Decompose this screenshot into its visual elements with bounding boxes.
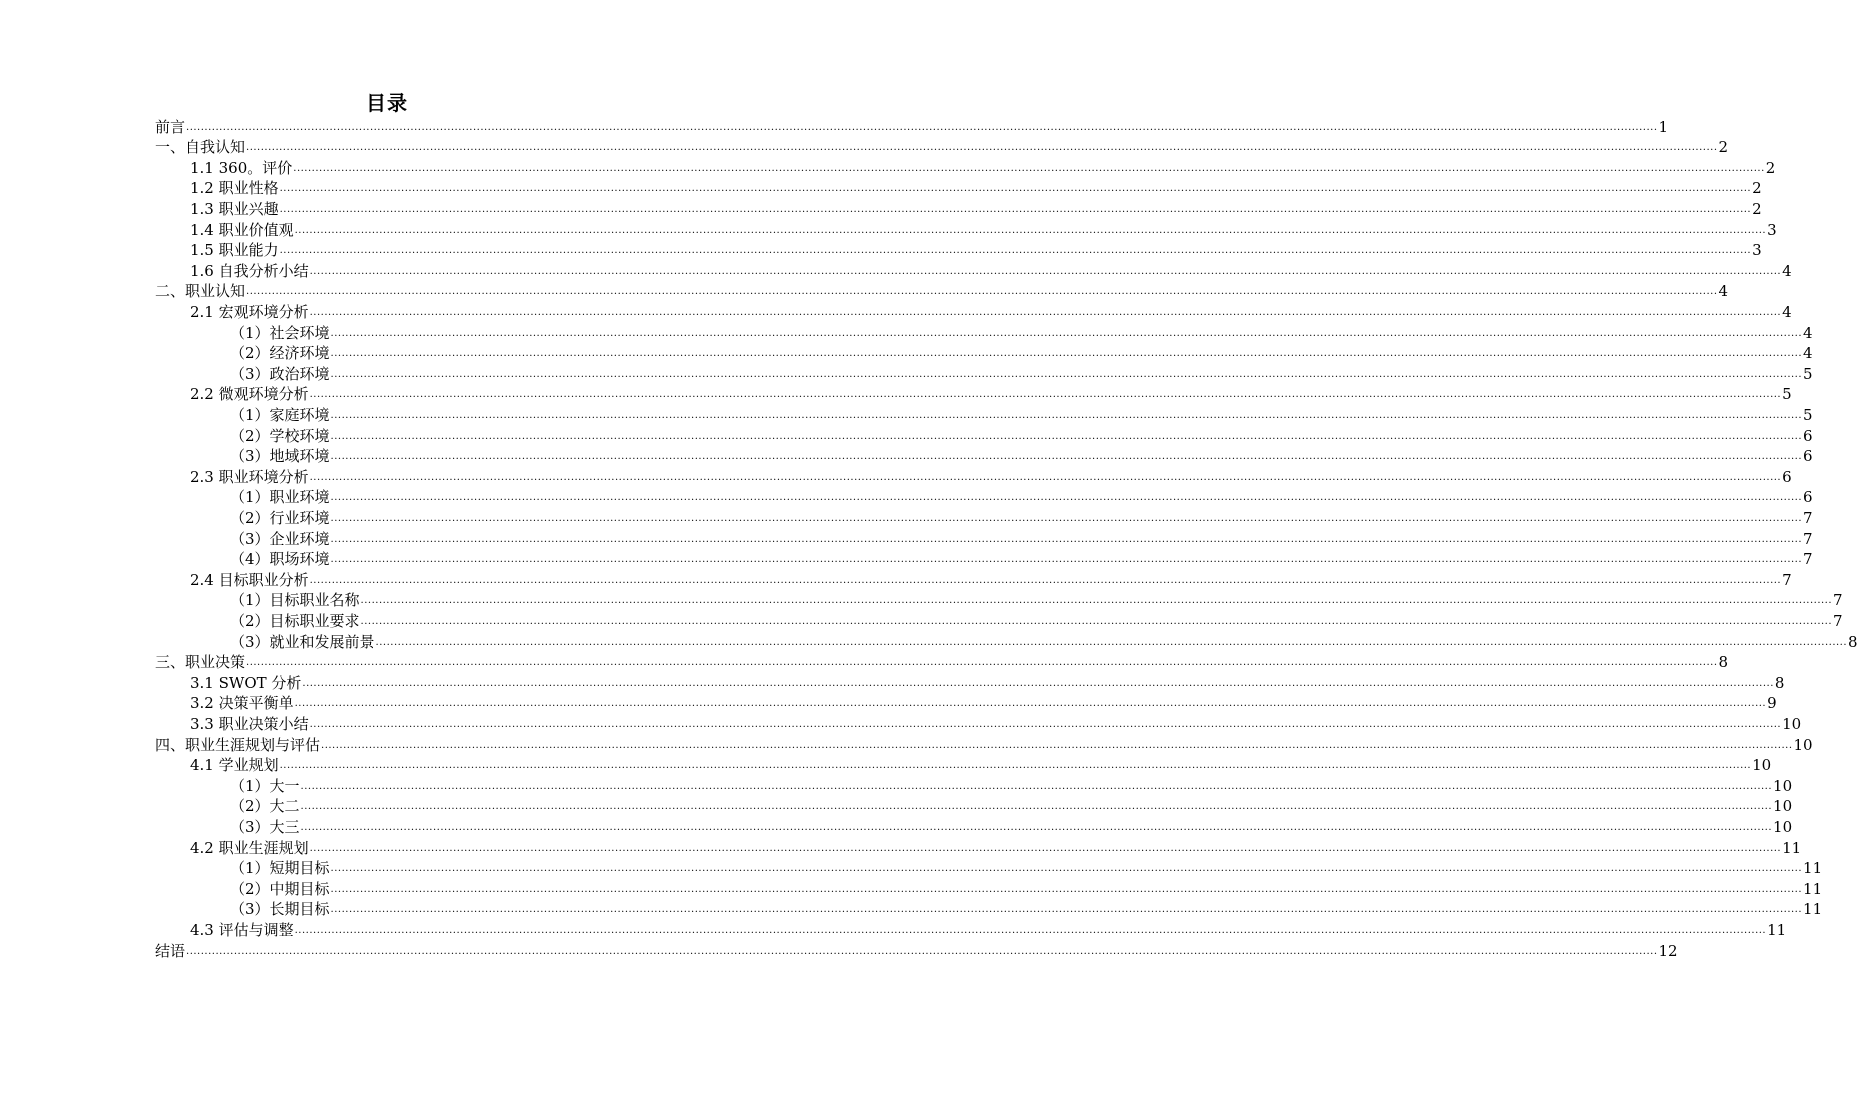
toc-entry-page-number: 4 xyxy=(1718,282,1729,301)
toc-entry-page-number: 4 xyxy=(1803,323,1813,342)
toc-entry-label: （1）职业环境 xyxy=(230,488,330,507)
toc-entry[interactable] xyxy=(190,219,1777,240)
toc-entry[interactable] xyxy=(230,796,1793,817)
toc-leader-dots: ................................................................................................................................................................................................................................................................................................................................................................................................................ xyxy=(300,821,1773,833)
toc-leader-dots: ................................................................................................................................................................................................................................................................................................................................................................................................................ xyxy=(294,924,1767,936)
toc-entry-label: （1）短期目标 xyxy=(230,859,330,878)
toc-entry-page-number: 6 xyxy=(1803,426,1813,445)
toc-leader-dots: ................................................................................................................................................................................................................................................................................................................................................................................................................ xyxy=(246,286,1718,298)
toc-entry-page-number: 11 xyxy=(1767,920,1787,939)
toc-entry-label: 一、自我认知 xyxy=(155,138,246,157)
toc-entry-label: 3.2 决策平衡单 xyxy=(190,694,294,713)
toc-leader-dots: ................................................................................................................................................................................................................................................................................................................................................................................................................ xyxy=(186,945,1658,957)
toc-entry-label: （2）行业环境 xyxy=(230,508,330,527)
toc-entry-page-number: 9 xyxy=(1767,694,1777,713)
toc-entry-label: （1）大一 xyxy=(230,776,300,795)
toc-leader-dots: ................................................................................................................................................................................................................................................................................................................................................................................................................ xyxy=(330,451,1803,463)
toc-leader-dots: ................................................................................................................................................................................................................................................................................................................................................................................................................ xyxy=(330,554,1803,566)
toc-entry[interactable] xyxy=(155,116,1669,137)
toc-leader-dots: ................................................................................................................................................................................................................................................................................................................................................................................................................ xyxy=(300,801,1773,813)
toc-entry-page-number: 11 xyxy=(1803,859,1823,878)
toc-entry[interactable] xyxy=(230,343,1813,364)
toc-entry[interactable] xyxy=(230,446,1813,467)
toc-entry-label: （3）企业环境 xyxy=(230,529,330,548)
toc-entry-label: 3.3 职业决策小结 xyxy=(190,714,309,733)
toc-entry-label: （1）目标职业名称 xyxy=(230,591,360,610)
toc-entry-page-number: 3 xyxy=(1752,241,1762,260)
toc-entry-page-number: 8 xyxy=(1718,653,1729,672)
toc-entry-page-number: 7 xyxy=(1782,570,1792,589)
toc-leader-dots: ................................................................................................................................................................................................................................................................................................................................................................................................................ xyxy=(309,389,1782,401)
toc-entry-page-number: 2 xyxy=(1752,199,1762,218)
toc-entry-label: 三、职业决策 xyxy=(155,653,246,672)
toc-entry[interactable] xyxy=(230,322,1813,343)
toc-leader-dots: ................................................................................................................................................................................................................................................................................................................................................................................................................ xyxy=(375,636,1848,648)
toc-entry[interactable] xyxy=(190,919,1787,940)
toc-entry-label: 3.1 SWOT 分析 xyxy=(190,673,302,692)
toc-leader-dots: ................................................................................................................................................................................................................................................................................................................................................................................................................ xyxy=(330,533,1803,545)
toc-entry[interactable] xyxy=(190,693,1777,714)
toc-title: 目录 xyxy=(366,91,408,115)
toc-entry-label: （2）大二 xyxy=(230,797,300,816)
toc-entry[interactable] xyxy=(230,858,1823,879)
toc-entry[interactable] xyxy=(155,652,1729,673)
toc-entry-page-number: 7 xyxy=(1833,591,1843,610)
toc-leader-dots: ................................................................................................................................................................................................................................................................................................................................................................................................................ xyxy=(309,265,1782,277)
toc-entry-page-number: 10 xyxy=(1793,735,1813,754)
toc-entry[interactable] xyxy=(190,672,1785,693)
toc-entry[interactable] xyxy=(230,549,1813,570)
toc-entry-label: 二、职业认知 xyxy=(155,282,246,301)
toc-entry-label: 2.4 目标职业分析 xyxy=(190,570,309,589)
toc-leader-dots: ................................................................................................................................................................................................................................................................................................................................................................................................................ xyxy=(246,142,1718,154)
toc-entry-page-number: 2 xyxy=(1718,138,1729,157)
toc-leader-dots: ................................................................................................................................................................................................................................................................................................................................................................................................................ xyxy=(309,306,1782,318)
toc-leader-dots: ................................................................................................................................................................................................................................................................................................................................................................................................................ xyxy=(279,203,1752,215)
toc-entry-page-number: 10 xyxy=(1782,714,1802,733)
toc-entry[interactable] xyxy=(155,137,1729,158)
toc-entry-page-number: 4 xyxy=(1782,261,1792,280)
toc-entry-page-number: 4 xyxy=(1782,302,1792,321)
toc-entry-page-number: 5 xyxy=(1803,364,1813,383)
toc-entry-label: （3）政治环境 xyxy=(230,364,330,383)
toc-entry-page-number: 10 xyxy=(1752,756,1772,775)
toc-entry-label: （1）社会环境 xyxy=(230,323,330,342)
toc-leader-dots: ................................................................................................................................................................................................................................................................................................................................................................................................................ xyxy=(186,121,1658,133)
toc-leader-dots: ................................................................................................................................................................................................................................................................................................................................................................................................................ xyxy=(279,245,1752,257)
toc-entry[interactable] xyxy=(190,755,1772,776)
toc-entry-label: 1.4 职业价值观 xyxy=(190,220,294,239)
toc-leader-dots: ................................................................................................................................................................................................................................................................................................................................................................................................................ xyxy=(294,224,1767,236)
toc-leader-dots: ................................................................................................................................................................................................................................................................................................................................................................................................................ xyxy=(293,162,1765,174)
toc-entry-page-number: 7 xyxy=(1803,529,1813,548)
toc-entry[interactable] xyxy=(190,301,1792,322)
toc-entry-label: 2.3 职业环境分析 xyxy=(190,467,309,486)
toc-leader-dots: ................................................................................................................................................................................................................................................................................................................................................................................................................ xyxy=(360,595,1833,607)
toc-entry-label: 4.1 学业规划 xyxy=(190,756,279,775)
toc-leader-dots: ................................................................................................................................................................................................................................................................................................................................................................................................................ xyxy=(300,780,1773,792)
toc-leader-dots: ................................................................................................................................................................................................................................................................................................................................................................................................................ xyxy=(330,512,1803,524)
toc-entry[interactable] xyxy=(155,734,1813,755)
toc-leader-dots: ................................................................................................................................................................................................................................................................................................................................................................................................................ xyxy=(309,574,1782,586)
toc-entry[interactable] xyxy=(230,878,1823,899)
toc-entry-label: （1）家庭环境 xyxy=(230,405,330,424)
toc-entry[interactable] xyxy=(230,775,1793,796)
toc-entry-label: （2）中期目标 xyxy=(230,879,330,898)
toc-entry-label: （2）学校环境 xyxy=(230,426,330,445)
toc-entry-label: （2）目标职业要求 xyxy=(230,611,360,630)
toc-entry[interactable] xyxy=(230,610,1843,631)
toc-leader-dots: ................................................................................................................................................................................................................................................................................................................................................................................................................ xyxy=(246,657,1718,669)
toc-entry-page-number: 2 xyxy=(1765,158,1776,177)
toc-entry-label: 2.1 宏观环境分析 xyxy=(190,302,309,321)
toc-entry-page-number: 7 xyxy=(1803,550,1813,569)
toc-entry-label: 四、职业生涯规划与评估 xyxy=(155,735,321,754)
toc-entry-page-number: 6 xyxy=(1803,447,1813,466)
toc-leader-dots: ................................................................................................................................................................................................................................................................................................................................................................................................................ xyxy=(309,842,1782,854)
toc-leader-dots: ................................................................................................................................................................................................................................................................................................................................................................................................................ xyxy=(330,348,1803,360)
toc-entry-label: 2.2 微观环境分析 xyxy=(190,385,309,404)
toc-leader-dots: ................................................................................................................................................................................................................................................................................................................................................................................................................ xyxy=(321,739,1793,751)
toc-entry[interactable] xyxy=(190,569,1792,590)
toc-entry-page-number: 1 xyxy=(1658,117,1669,136)
toc-entry-page-number: 8 xyxy=(1774,673,1785,692)
toc-entry[interactable] xyxy=(190,466,1792,487)
toc-entry-label: 1.1 360。评价 xyxy=(190,158,293,177)
toc-entry-page-number: 11 xyxy=(1782,838,1802,857)
toc-entry-page-number: 10 xyxy=(1773,797,1793,816)
toc-entry-label: 4.2 职业生涯规划 xyxy=(190,838,309,857)
toc-entry-page-number: 7 xyxy=(1833,611,1843,630)
toc-entry-label: （3）大三 xyxy=(230,817,300,836)
toc-entry[interactable] xyxy=(230,631,1858,652)
toc-entry-label: （2）经济环境 xyxy=(230,344,330,363)
toc-leader-dots: ................................................................................................................................................................................................................................................................................................................................................................................................................ xyxy=(294,698,1767,710)
toc-entry-page-number: 5 xyxy=(1803,405,1813,424)
toc-entry-page-number: 7 xyxy=(1803,508,1813,527)
toc-entry[interactable] xyxy=(230,404,1813,425)
toc-entry-label: 结语 xyxy=(155,941,186,960)
toc-leader-dots: ................................................................................................................................................................................................................................................................................................................................................................................................................ xyxy=(330,883,1803,895)
toc-leader-dots: ................................................................................................................................................................................................................................................................................................................................................................................................................ xyxy=(309,471,1782,483)
toc-entry-page-number: 11 xyxy=(1803,900,1823,919)
toc-entry-page-number: 6 xyxy=(1803,488,1813,507)
toc-entry[interactable] xyxy=(230,590,1843,611)
toc-leader-dots: ................................................................................................................................................................................................................................................................................................................................................................................................................ xyxy=(302,677,1774,689)
toc-entry[interactable] xyxy=(230,363,1813,384)
toc-entry-page-number: 8 xyxy=(1848,632,1858,651)
toc-leader-dots: ................................................................................................................................................................................................................................................................................................................................................................................................................ xyxy=(279,183,1752,195)
toc-leader-dots: ................................................................................................................................................................................................................................................................................................................................................................................................................ xyxy=(330,409,1803,421)
toc-entry[interactable] xyxy=(230,507,1813,528)
toc-entry-label: 1.2 职业性格 xyxy=(190,179,279,198)
toc-entry-page-number: 3 xyxy=(1767,220,1777,239)
toc-entry-label: （4）职场环境 xyxy=(230,550,330,569)
toc-entry[interactable] xyxy=(190,178,1762,199)
toc-entry[interactable] xyxy=(155,281,1729,302)
toc-entry[interactable] xyxy=(190,240,1762,261)
toc-entry-page-number: 2 xyxy=(1752,179,1762,198)
toc-entry-page-number: 10 xyxy=(1773,776,1793,795)
toc-entry-page-number: 5 xyxy=(1782,385,1792,404)
toc-leader-dots: ................................................................................................................................................................................................................................................................................................................................................................................................................ xyxy=(360,615,1833,627)
toc-entry[interactable] xyxy=(190,260,1792,281)
toc-entry-label: 4.3 评估与调整 xyxy=(190,920,294,939)
toc-entry[interactable] xyxy=(230,899,1823,920)
toc-leader-dots: ................................................................................................................................................................................................................................................................................................................................................................................................................ xyxy=(330,327,1803,339)
toc-entry[interactable] xyxy=(230,816,1793,837)
toc-leader-dots: ................................................................................................................................................................................................................................................................................................................................................................................................................ xyxy=(279,760,1752,772)
toc-entry-label: 1.3 职业兴趣 xyxy=(190,199,279,218)
toc-leader-dots: ................................................................................................................................................................................................................................................................................................................................................................................................................ xyxy=(309,718,1782,730)
toc-leader-dots: ................................................................................................................................................................................................................................................................................................................................................................................................................ xyxy=(330,430,1803,442)
toc-entry-page-number: 12 xyxy=(1658,941,1678,960)
toc-entry-label: （3）长期目标 xyxy=(230,900,330,919)
toc-entry-label: 1.5 职业能力 xyxy=(190,241,279,260)
toc-leader-dots: ................................................................................................................................................................................................................................................................................................................................................................................................................ xyxy=(330,904,1803,916)
toc-entry-label: 1.6 自我分析小结 xyxy=(190,261,309,280)
toc-entry[interactable] xyxy=(190,837,1802,858)
toc-entry-page-number: 4 xyxy=(1803,344,1813,363)
toc-entry[interactable] xyxy=(190,384,1792,405)
toc-leader-dots: ................................................................................................................................................................................................................................................................................................................................................................................................................ xyxy=(330,492,1803,504)
toc-entry[interactable] xyxy=(190,198,1762,219)
toc-entry-page-number: 6 xyxy=(1782,467,1792,486)
toc-entry[interactable] xyxy=(190,157,1776,178)
toc-entry[interactable] xyxy=(155,940,1678,961)
toc-entry[interactable] xyxy=(230,487,1813,508)
toc-leader-dots: ................................................................................................................................................................................................................................................................................................................................................................................................................ xyxy=(330,863,1803,875)
toc-leader-dots: ................................................................................................................................................................................................................................................................................................................................................................................................................ xyxy=(330,368,1803,380)
toc-entry-page-number: 11 xyxy=(1803,879,1823,898)
toc-entry-label: 前言 xyxy=(155,117,186,136)
toc-entry[interactable] xyxy=(230,425,1813,446)
toc-entry[interactable] xyxy=(190,713,1802,734)
toc-entry-label: （3）就业和发展前景 xyxy=(230,632,375,651)
toc-entry-label: （3）地域环境 xyxy=(230,447,330,466)
toc-entry-page-number: 10 xyxy=(1773,817,1793,836)
toc-entry[interactable] xyxy=(230,528,1813,549)
